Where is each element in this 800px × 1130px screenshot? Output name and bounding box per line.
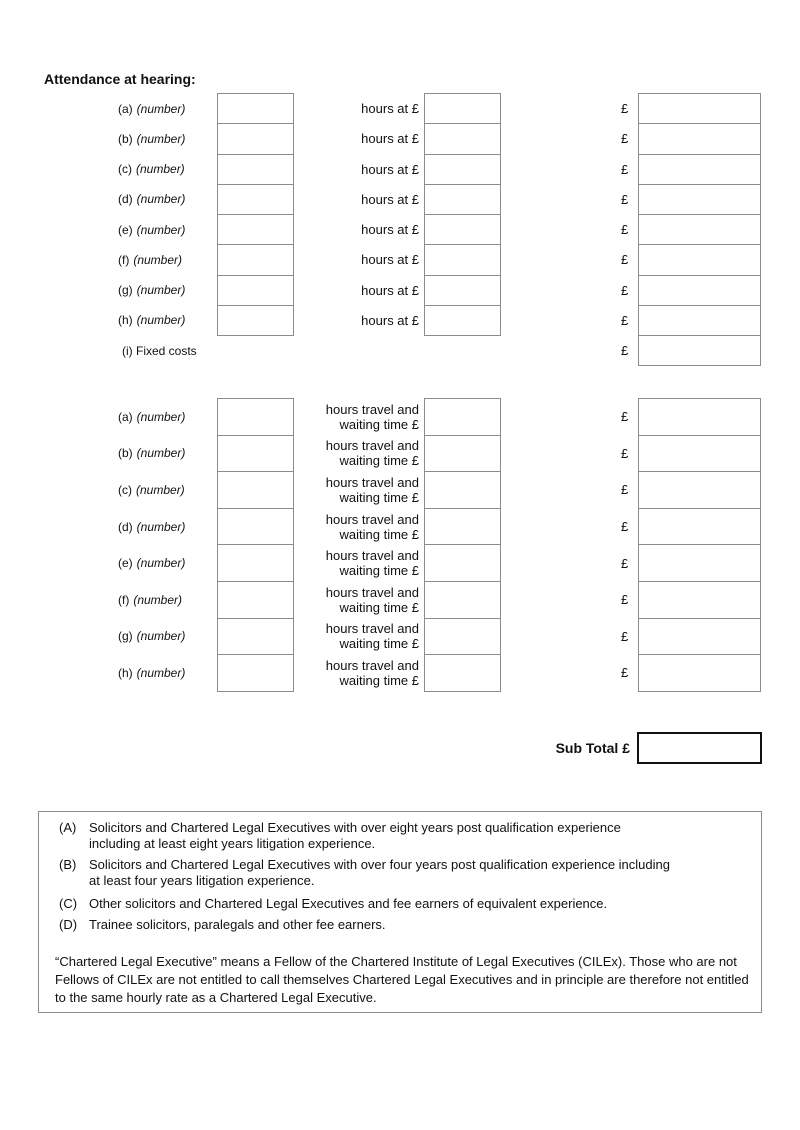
note-tag: (C) [59, 896, 78, 911]
travel-hours-input[interactable] [217, 508, 294, 546]
row-label [118, 508, 185, 546]
travel-rate-label [300, 581, 419, 619]
amount-input[interactable] [638, 93, 761, 124]
pound-sign: £ [621, 592, 629, 608]
travel-rate-input[interactable] [424, 544, 501, 582]
travel-label-line: waiting time £ [339, 526, 419, 542]
note-line: including at least eight years litigation experience. [89, 836, 376, 851]
row-letter: (b) [118, 446, 133, 461]
row-number-label: (number) [136, 519, 186, 534]
pound-sign: £ [621, 555, 629, 571]
travel-label-line: waiting time £ [339, 599, 419, 615]
row-letter: (d) [118, 519, 133, 534]
row-number-label: (number) [136, 629, 186, 644]
travel-rate-label [300, 618, 419, 656]
pound-sign: £ [621, 161, 629, 177]
row-label [118, 435, 185, 473]
row-letter: (a) [118, 409, 133, 424]
pound-sign: £ [621, 628, 629, 644]
travel-amount-input[interactable] [638, 618, 761, 656]
row-number-label: (number) [136, 283, 186, 298]
travel-amount-input[interactable] [638, 544, 761, 582]
travel-label-line: hours travel and [325, 438, 419, 454]
travel-rate-input[interactable] [424, 435, 501, 473]
row-letter: (h) [118, 665, 133, 680]
rate-input[interactable] [424, 275, 501, 306]
travel-hours-input[interactable] [217, 471, 294, 509]
row-label [118, 123, 185, 154]
pound-sign: £ [621, 222, 629, 238]
row-label [118, 398, 185, 436]
amount-input[interactable] [638, 244, 761, 275]
row-number-label: (number) [136, 556, 186, 571]
note-tag: (A) [59, 820, 77, 835]
row-label [118, 618, 185, 656]
travel-rate-label [300, 471, 419, 509]
travel-rate-input[interactable] [424, 508, 501, 546]
travel-rate-label [300, 654, 419, 692]
pound-sign: £ [621, 482, 629, 498]
hours-input[interactable] [217, 154, 294, 185]
rate-label: hours at £ [361, 101, 419, 117]
note-text [89, 820, 739, 852]
note-item-b [59, 857, 739, 889]
note-item-d [59, 917, 739, 933]
travel-rate-input[interactable] [424, 471, 501, 509]
row-letter: (b) [118, 131, 133, 146]
rate-label: hours at £ [361, 282, 419, 298]
travel-rate-input[interactable] [424, 581, 501, 619]
row-label [118, 581, 182, 619]
row-label [118, 305, 185, 336]
cilex-definition: “Chartered Legal Executive” means a Fellow of the Chartered Institute of Legal Executives (CILEx). Those who are not Fellows of CILEx are not entitled to call themselves Chartered Legal Executives and in principle are therefore not entitled to the same hourly rate as a Chartered Legal Executive. [55, 954, 749, 1005]
rate-input[interactable] [424, 184, 501, 215]
row-number-label: (number) [136, 313, 186, 328]
notes-box [38, 811, 762, 1013]
row-number-label: (number) [133, 592, 183, 607]
amount-input[interactable] [638, 184, 761, 215]
rate-input[interactable] [424, 123, 501, 154]
travel-amount-input[interactable] [638, 508, 761, 546]
note-tag: (B) [59, 857, 77, 872]
pound-sign: £ [621, 252, 629, 268]
rate-input[interactable] [424, 93, 501, 124]
hours-input[interactable] [217, 275, 294, 306]
amount-input[interactable] [638, 123, 761, 154]
note-tag: (D) [59, 917, 78, 932]
travel-amount-input[interactable] [638, 435, 761, 473]
pound-sign: £ [621, 445, 629, 461]
travel-hours-input[interactable] [217, 435, 294, 473]
rate-input[interactable] [424, 244, 501, 275]
pound-sign: £ [621, 665, 629, 681]
travel-rate-label [300, 435, 419, 473]
travel-rate-input[interactable] [424, 618, 501, 656]
travel-amount-input[interactable] [638, 581, 761, 619]
row-letter: (c) [118, 162, 132, 177]
travel-label-line: hours travel and [325, 548, 419, 564]
row-number-label: (number) [136, 222, 186, 237]
hours-input[interactable] [217, 184, 294, 215]
row-label [118, 275, 185, 306]
travel-hours-input[interactable] [217, 398, 294, 436]
row-number-label: (number) [136, 192, 186, 207]
travel-amount-input[interactable] [638, 654, 761, 692]
rate-label: hours at £ [361, 191, 419, 207]
row-label [118, 544, 185, 582]
row-number-label: (number) [136, 162, 185, 177]
row-letter: (f) [118, 252, 130, 267]
row-number-label: (number) [136, 101, 186, 116]
travel-label-line: hours travel and [325, 657, 419, 673]
travel-hours-input[interactable] [217, 618, 294, 656]
pound-sign: £ [621, 409, 629, 425]
travel-hours-input[interactable] [217, 544, 294, 582]
travel-rate-label [300, 508, 419, 546]
fixed-costs-label: (i) Fixed costs [122, 343, 197, 358]
rate-label: hours at £ [361, 222, 419, 238]
pound-sign: £ [621, 519, 629, 535]
row-label [118, 93, 185, 124]
travel-label-line: waiting time £ [339, 636, 419, 652]
row-letter: (c) [118, 482, 132, 497]
row-letter: (f) [118, 592, 130, 607]
travel-label-line: hours travel and [325, 511, 419, 527]
rate-input[interactable] [424, 154, 501, 185]
amount-input[interactable] [638, 305, 761, 336]
note-item-c [59, 896, 739, 912]
note-item-a [59, 820, 739, 852]
hours-input[interactable] [217, 305, 294, 336]
travel-label-line: waiting time £ [339, 453, 419, 469]
pound-sign: £ [621, 312, 629, 328]
row-number-label: (number) [136, 482, 185, 497]
pound-sign: £ [621, 131, 629, 147]
hours-input[interactable] [217, 123, 294, 154]
row-label [118, 184, 185, 215]
travel-label-line: waiting time £ [339, 416, 419, 432]
rate-input[interactable] [424, 305, 501, 336]
hours-input[interactable] [217, 93, 294, 124]
rate-input[interactable] [424, 214, 501, 245]
row-label [118, 214, 185, 245]
rate-label: hours at £ [361, 131, 419, 147]
row-letter: (h) [118, 313, 133, 328]
row-letter: (e) [118, 222, 133, 237]
hours-input[interactable] [217, 244, 294, 275]
note-text: Trainee solicitors, paralegals and other fee earners. [89, 917, 386, 932]
travel-amount-input[interactable] [638, 471, 761, 509]
travel-label-line: hours travel and [325, 621, 419, 637]
row-number-label: (number) [136, 446, 186, 461]
travel-label-line: waiting time £ [339, 672, 419, 688]
note-line: Solicitors and Chartered Legal Executives with over four years post qualification experience including [89, 857, 670, 872]
pound-sign: £ [621, 101, 629, 117]
pound-sign: £ [621, 191, 629, 207]
row-letter: (g) [118, 629, 133, 644]
travel-label-line: waiting time £ [339, 489, 419, 505]
row-label [118, 154, 185, 185]
row-label [118, 471, 185, 509]
note-text: Other solicitors and Chartered Legal Executives and fee earners of equivalent experience. [89, 896, 608, 911]
row-number-label: (number) [133, 252, 183, 267]
row-number-label: (number) [136, 409, 186, 424]
amount-input[interactable] [638, 154, 761, 185]
subtotal-input[interactable] [637, 732, 762, 764]
travel-label-line: hours travel and [325, 584, 419, 600]
row-number-label: (number) [136, 665, 186, 680]
row-label [118, 244, 182, 275]
travel-rate-input[interactable] [424, 654, 501, 692]
note-text [89, 857, 739, 889]
pound-sign: £ [621, 282, 629, 298]
travel-hours-input[interactable] [217, 581, 294, 619]
amount-input[interactable] [638, 214, 761, 245]
row-letter: (e) [118, 556, 133, 571]
travel-hours-input[interactable] [217, 654, 294, 692]
row-letter: (d) [118, 192, 133, 207]
row-letter: (a) [118, 101, 133, 116]
pound-sign: £ [621, 343, 629, 359]
rate-label: hours at £ [361, 252, 419, 268]
travel-label-line: hours travel and [325, 401, 419, 417]
note-line: at least four years litigation experience. [89, 873, 315, 888]
hours-input[interactable] [217, 214, 294, 245]
travel-amount-input[interactable] [638, 398, 761, 436]
subtotal-label: Sub Total £ [555, 740, 630, 756]
travel-rate-label [300, 398, 419, 436]
fixed-costs-input[interactable] [638, 335, 761, 366]
travel-label-line: waiting time £ [339, 563, 419, 579]
amount-input[interactable] [638, 275, 761, 306]
note-line: Solicitors and Chartered Legal Executives with over eight years post qualification experience [89, 820, 621, 835]
travel-rate-input[interactable] [424, 398, 501, 436]
row-label [118, 654, 185, 692]
rate-label: hours at £ [361, 161, 419, 177]
row-number-label: (number) [136, 131, 186, 146]
travel-label-line: hours travel and [325, 474, 419, 490]
section-heading: Attendance at hearing: [44, 71, 196, 87]
row-letter: (g) [118, 283, 133, 298]
rate-label: hours at £ [361, 312, 419, 328]
travel-rate-label [300, 544, 419, 582]
